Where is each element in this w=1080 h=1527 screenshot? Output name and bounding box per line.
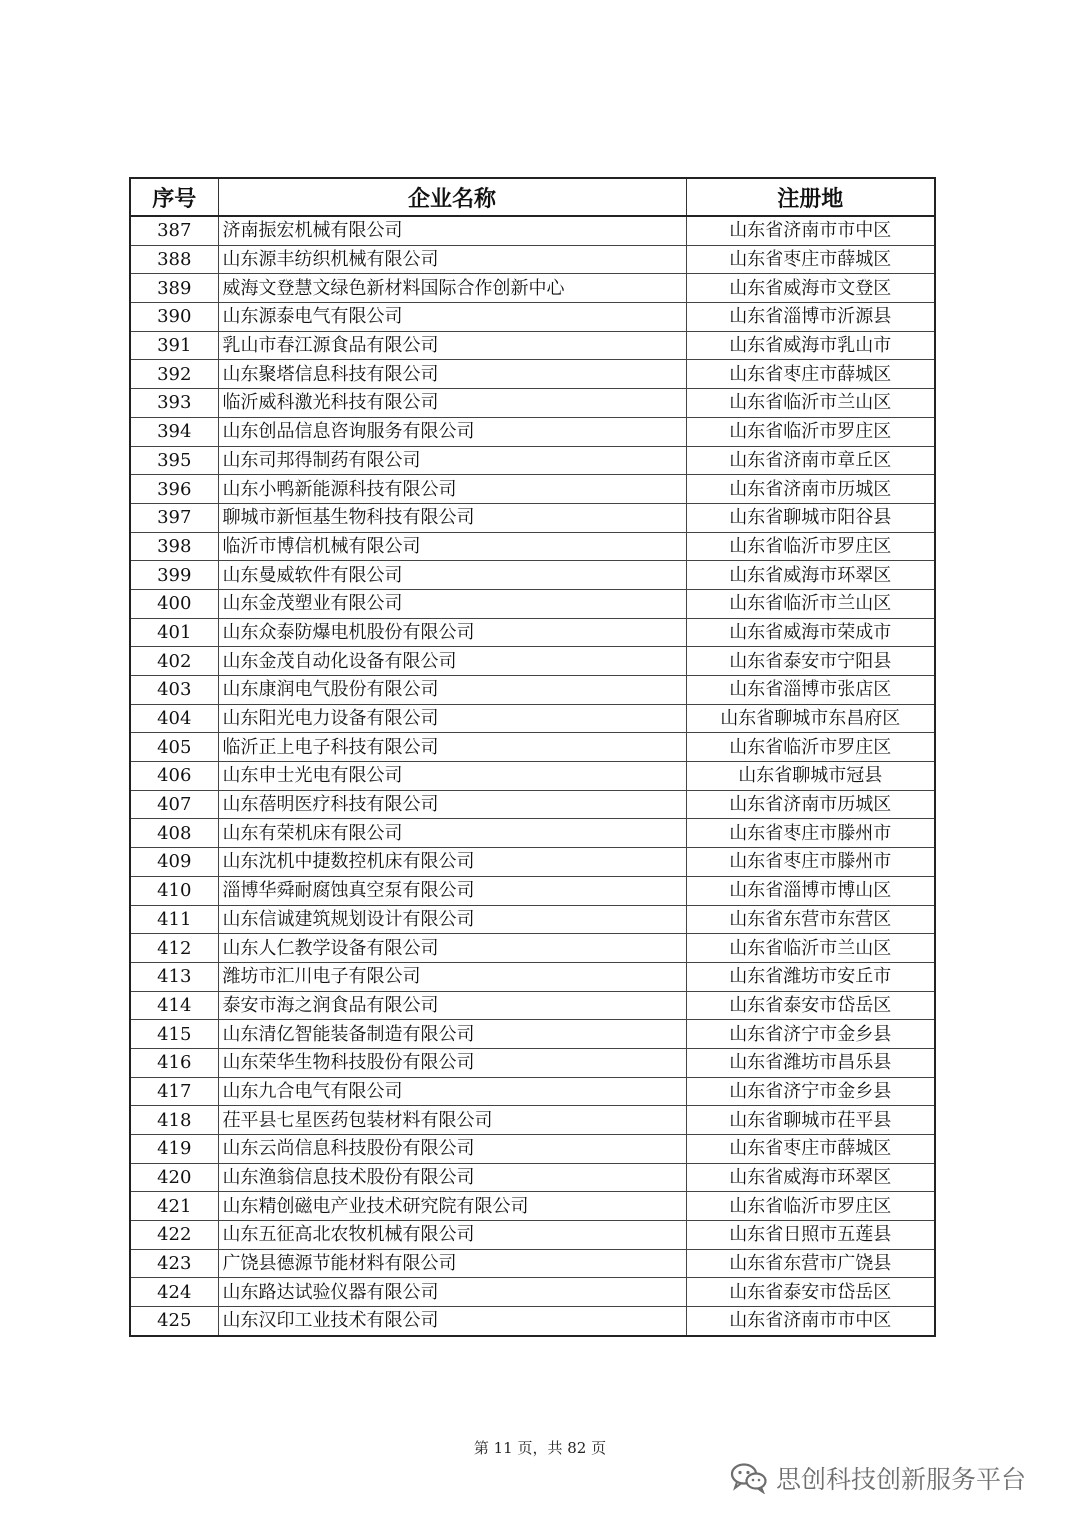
company-name: 山东聚塔信息科技有限公司 — [218, 360, 686, 389]
company-name: 山东人仁教学设备有限公司 — [218, 934, 686, 963]
registered-location: 山东省聊城市阳谷县 — [686, 503, 935, 532]
table-row — [130, 876, 935, 905]
table-row — [130, 216, 935, 245]
registered-location: 山东省临沂市兰山区 — [686, 589, 935, 618]
table-row — [130, 303, 935, 332]
registered-location: 山东省济宁市金乡县 — [686, 1077, 935, 1106]
table-row — [130, 1048, 935, 1077]
row-number: 389 — [130, 274, 218, 303]
company-name: 临沂威科激光科技有限公司 — [218, 389, 686, 418]
table-row — [130, 389, 935, 418]
company-name: 山东渔翁信息技术股份有限公司 — [218, 1163, 686, 1192]
table-row — [130, 589, 935, 618]
registered-location: 山东省临沂市罗庄区 — [686, 1192, 935, 1221]
row-number: 407 — [130, 790, 218, 819]
company-name: 临沂正上电子科技有限公司 — [218, 733, 686, 762]
table-row — [130, 1135, 935, 1164]
row-number: 388 — [130, 245, 218, 274]
registered-location: 山东省枣庄市滕州市 — [686, 848, 935, 877]
wechat-icon — [730, 1462, 768, 1494]
row-number: 417 — [130, 1077, 218, 1106]
table-row — [130, 417, 935, 446]
registered-location: 山东省东营市东营区 — [686, 905, 935, 934]
row-number: 420 — [130, 1163, 218, 1192]
registered-location: 山东省淄博市沂源县 — [686, 303, 935, 332]
table-row — [130, 676, 935, 705]
table-row — [130, 1020, 935, 1049]
table-row — [130, 561, 935, 590]
registered-location: 山东省泰安市岱岳区 — [686, 1278, 935, 1307]
row-number: 419 — [130, 1135, 218, 1164]
row-number: 425 — [130, 1307, 218, 1336]
company-name: 山东小鸭新能源科技有限公司 — [218, 475, 686, 504]
registered-location: 山东省济南市历城区 — [686, 475, 935, 504]
table-row — [130, 733, 935, 762]
company-table — [129, 177, 936, 1337]
registered-location: 山东省济南市市中区 — [686, 216, 935, 245]
registered-location: 山东省日照市五莲县 — [686, 1221, 935, 1250]
company-name: 山东路达试验仪器有限公司 — [218, 1278, 686, 1307]
table-row — [130, 647, 935, 676]
table-row — [130, 446, 935, 475]
table-row — [130, 704, 935, 733]
table-row — [130, 331, 935, 360]
table-row — [130, 1221, 935, 1250]
company-name: 山东精创磁电产业技术研究院有限公司 — [218, 1192, 686, 1221]
registered-location: 山东省泰安市岱岳区 — [686, 991, 935, 1020]
row-number: 418 — [130, 1106, 218, 1135]
registered-location: 山东省威海市环翠区 — [686, 561, 935, 590]
company-name: 山东信诚建筑规划设计有限公司 — [218, 905, 686, 934]
company-name: 山东众泰防爆电机股份有限公司 — [218, 618, 686, 647]
row-number: 422 — [130, 1221, 218, 1250]
table-row — [130, 1278, 935, 1307]
table-row — [130, 1106, 935, 1135]
table-row — [130, 274, 935, 303]
row-number: 387 — [130, 216, 218, 245]
row-number: 395 — [130, 446, 218, 475]
table-row — [130, 991, 935, 1020]
registered-location: 山东省临沂市罗庄区 — [686, 733, 935, 762]
company-name: 山东蓓明医疗科技有限公司 — [218, 790, 686, 819]
registered-location: 山东省淄博市博山区 — [686, 876, 935, 905]
company-name: 山东云尚信息科技股份有限公司 — [218, 1135, 686, 1164]
company-name: 济南振宏机械有限公司 — [218, 216, 686, 245]
registered-location: 山东省威海市文登区 — [686, 274, 935, 303]
registered-location: 山东省聊城市茌平县 — [686, 1106, 935, 1135]
table-row — [130, 1077, 935, 1106]
registered-location: 山东省淄博市张店区 — [686, 676, 935, 705]
table-row — [130, 1307, 935, 1336]
row-number: 403 — [130, 676, 218, 705]
company-name: 临沂市博信机械有限公司 — [218, 532, 686, 561]
row-number: 397 — [130, 503, 218, 532]
watermark — [730, 1460, 1026, 1496]
row-number: 393 — [130, 389, 218, 418]
company-name: 山东九合电气有限公司 — [218, 1077, 686, 1106]
registered-location: 山东省潍坊市昌乐县 — [686, 1048, 935, 1077]
registered-location: 山东省威海市乳山市 — [686, 331, 935, 360]
table-row — [130, 1249, 935, 1278]
registered-location: 山东省济南市章丘区 — [686, 446, 935, 475]
row-number: 423 — [130, 1249, 218, 1278]
row-number: 414 — [130, 991, 218, 1020]
row-number: 405 — [130, 733, 218, 762]
registered-location: 山东省威海市荣成市 — [686, 618, 935, 647]
table-row — [130, 848, 935, 877]
company-name: 山东司邦得制药有限公司 — [218, 446, 686, 475]
company-name: 山东创品信息咨询服务有限公司 — [218, 417, 686, 446]
row-number: 396 — [130, 475, 218, 504]
table-row — [130, 762, 935, 791]
row-number: 415 — [130, 1020, 218, 1049]
row-number: 394 — [130, 417, 218, 446]
row-number: 400 — [130, 589, 218, 618]
table-row — [130, 962, 935, 991]
table-row — [130, 1163, 935, 1192]
row-number: 413 — [130, 962, 218, 991]
registered-location: 山东省枣庄市薛城区 — [686, 360, 935, 389]
registered-location: 山东省临沂市兰山区 — [686, 389, 935, 418]
row-number: 398 — [130, 532, 218, 561]
company-name: 山东阳光电力设备有限公司 — [218, 704, 686, 733]
company-name: 乳山市春江源食品有限公司 — [218, 331, 686, 360]
row-number: 410 — [130, 876, 218, 905]
registered-location: 山东省临沂市兰山区 — [686, 934, 935, 963]
company-name: 山东康润电气股份有限公司 — [218, 676, 686, 705]
row-number: 399 — [130, 561, 218, 590]
registered-location: 山东省临沂市罗庄区 — [686, 417, 935, 446]
row-number: 391 — [130, 331, 218, 360]
company-name: 山东源丰纺织机械有限公司 — [218, 245, 686, 274]
table-row — [130, 618, 935, 647]
row-number: 416 — [130, 1048, 218, 1077]
table-row — [130, 819, 935, 848]
table-row — [130, 1192, 935, 1221]
table-row — [130, 475, 935, 504]
registered-location: 山东省济南市市中区 — [686, 1307, 935, 1336]
company-name: 聊城市新恒基生物科技有限公司 — [218, 503, 686, 532]
table-row — [130, 360, 935, 389]
row-number: 392 — [130, 360, 218, 389]
company-name: 茌平县七星医药包装材料有限公司 — [218, 1106, 686, 1135]
company-name: 潍坊市汇川电子有限公司 — [218, 962, 686, 991]
company-name: 威海文登慧文绿色新材料国际合作创新中心 — [218, 274, 686, 303]
page-number: 第 11 页，共 82 页 — [473, 1439, 607, 1457]
registered-location: 山东省泰安市宁阳县 — [686, 647, 935, 676]
table-row — [130, 934, 935, 963]
company-name: 淄博华舜耐腐蚀真空泵有限公司 — [218, 876, 686, 905]
company-name: 广饶县德源节能材料有限公司 — [218, 1249, 686, 1278]
table-row — [130, 905, 935, 934]
company-name: 山东五征高北农牧机械有限公司 — [218, 1221, 686, 1250]
company-name: 山东汉印工业技术有限公司 — [218, 1307, 686, 1336]
registered-location: 山东省聊城市东昌府区 — [686, 704, 935, 733]
registered-location: 山东省临沂市罗庄区 — [686, 532, 935, 561]
row-number: 402 — [130, 647, 218, 676]
registered-location: 山东省枣庄市薛城区 — [686, 245, 935, 274]
row-number: 412 — [130, 934, 218, 963]
row-number: 408 — [130, 819, 218, 848]
company-name: 山东源泰电气有限公司 — [218, 303, 686, 332]
header-name: 企业名称 — [218, 178, 686, 216]
company-name: 山东荣华生物科技股份有限公司 — [218, 1048, 686, 1077]
registered-location: 山东省济南市历城区 — [686, 790, 935, 819]
row-number: 406 — [130, 762, 218, 791]
row-number: 390 — [130, 303, 218, 332]
row-number: 401 — [130, 618, 218, 647]
header-no: 序号 — [130, 178, 218, 216]
company-name: 山东金茂自动化设备有限公司 — [218, 647, 686, 676]
table-body — [130, 216, 935, 1336]
table-header-row — [130, 178, 935, 216]
row-number: 411 — [130, 905, 218, 934]
watermark-text: 思创科技创新服务平台 — [776, 1465, 1027, 1494]
registered-location: 山东省威海市环翠区 — [686, 1163, 935, 1192]
registered-location: 山东省聊城市冠县 — [686, 762, 935, 791]
row-number: 409 — [130, 848, 218, 877]
row-number: 404 — [130, 704, 218, 733]
company-name: 山东清亿智能装备制造有限公司 — [218, 1020, 686, 1049]
company-name: 山东曼威软件有限公司 — [218, 561, 686, 590]
table-row — [130, 790, 935, 819]
company-name: 山东有荣机床有限公司 — [218, 819, 686, 848]
registered-location: 山东省枣庄市薛城区 — [686, 1135, 935, 1164]
company-name: 山东申士光电有限公司 — [218, 762, 686, 791]
row-number: 424 — [130, 1278, 218, 1307]
registered-location: 山东省东营市广饶县 — [686, 1249, 935, 1278]
header-location: 注册地 — [686, 178, 935, 216]
company-name: 山东沈机中捷数控机床有限公司 — [218, 848, 686, 877]
table-row — [130, 532, 935, 561]
registered-location: 山东省潍坊市安丘市 — [686, 962, 935, 991]
registered-location: 山东省枣庄市滕州市 — [686, 819, 935, 848]
company-name: 泰安市海之润食品有限公司 — [218, 991, 686, 1020]
company-name: 山东金茂塑业有限公司 — [218, 589, 686, 618]
row-number: 421 — [130, 1192, 218, 1221]
table-row — [130, 245, 935, 274]
table-row — [130, 503, 935, 532]
registered-location: 山东省济宁市金乡县 — [686, 1020, 935, 1049]
